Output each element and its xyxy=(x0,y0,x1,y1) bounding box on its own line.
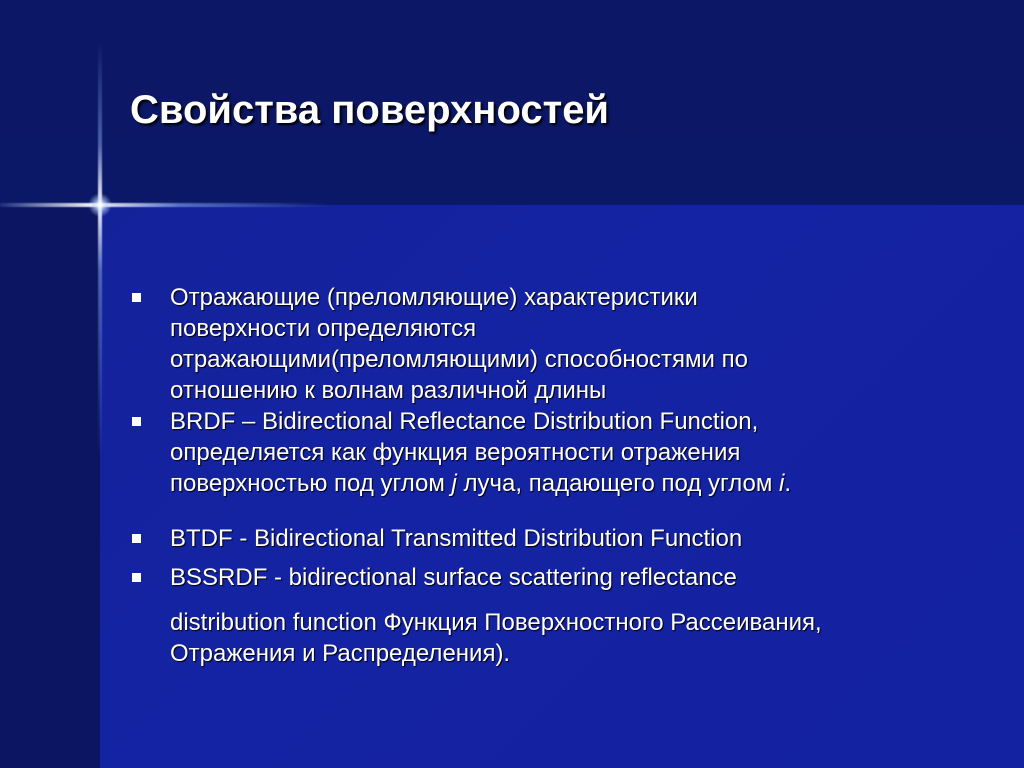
slide-left-band xyxy=(0,205,100,768)
square-bullet-icon xyxy=(132,573,141,582)
bullet-item xyxy=(130,562,990,669)
bullet-text-line: Отражения и Распределения). xyxy=(170,640,511,667)
bullet-text-fragment: луча, падающего под углом xyxy=(456,470,779,497)
bullet-item xyxy=(130,282,990,406)
bullet-text-line: BSSRDF - bidirectional surface scattering reflectance xyxy=(170,564,737,591)
bullet-text-fragment: поверхностью под углом xyxy=(170,470,452,497)
bullet-text-line: distribution function Функция Поверхностного Рассеивания, xyxy=(170,609,822,636)
bullet-list xyxy=(130,282,990,669)
bullet-text-line xyxy=(170,468,990,499)
square-bullet-icon xyxy=(132,417,141,426)
lens-flare-vertical xyxy=(98,40,102,460)
bullet-text-line: BRDF – Bidirectional Reflectance Distribution Function, xyxy=(170,408,759,435)
bullet-item xyxy=(130,523,990,554)
square-bullet-icon xyxy=(132,534,141,543)
bullet-text-line: поверхности определяются xyxy=(170,315,477,342)
lens-flare-horizontal xyxy=(0,203,330,207)
bullet-text-line: отношению к волнам различной длины xyxy=(170,377,607,404)
lens-flare-star xyxy=(88,193,112,217)
bullet-text-fragment: . xyxy=(784,470,792,497)
angle-j-symbol: j xyxy=(451,470,457,497)
bullet-item xyxy=(130,406,990,499)
square-bullet-icon xyxy=(132,293,141,302)
angle-i-symbol: i xyxy=(779,470,785,497)
bullet-text-line: отражающими(преломляющими) способностями по xyxy=(170,346,748,373)
bullet-text-line: определяется как функция вероятности отражения xyxy=(170,439,741,466)
bullet-text-line: BTDF - Bidirectional Transmitted Distribution Function xyxy=(170,525,743,552)
line-spacer xyxy=(170,593,990,607)
slide-title: Свойства поверхностей xyxy=(130,88,610,132)
bullet-text-line: Отражающие (преломляющие) характеристики xyxy=(170,284,698,311)
